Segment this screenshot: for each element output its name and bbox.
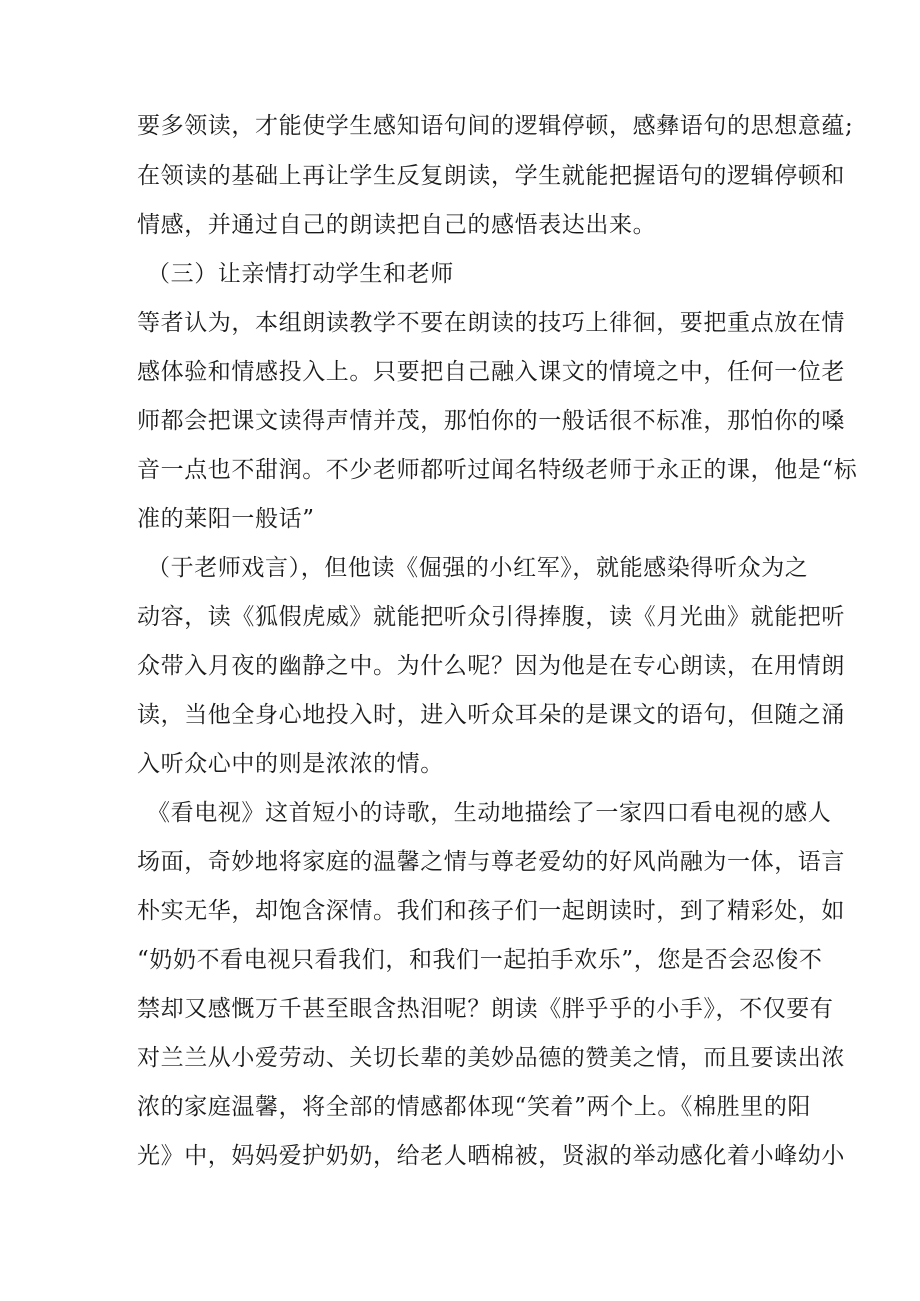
text-line: （于老师戏言），但他读《倔强的小红军》，就能感染得听众为之 <box>147 555 809 581</box>
text-line: 读，当他全身心地投入时，进入听众耳朵的是课文的语句，但随之涌 <box>137 702 845 728</box>
text-line: 情感，并通过自己的朗读把自己的感悟表达出来。 <box>137 212 657 238</box>
text-line: 师都会把课文读得声情并茂，那怕你的一般话很不标准，那怕你的嗓 <box>137 408 845 434</box>
text-line: 光》中，妈妈爱护奶奶，给老人晒棉被，贤淑的举动感化着小峰幼小 <box>137 1143 845 1169</box>
text-line: 众带入月夜的幽静之中。为什么呢？因为他是在专心朗读，在用情朗 <box>137 653 845 679</box>
text-line: 场面，奇妙地将家庭的温馨之情与尊老爱幼的好风尚融为一体，语言 <box>137 849 845 875</box>
text-line: 入听众心中的则是浓浓的情。 <box>137 751 444 777</box>
text-line: 准的莱阳一般话” <box>137 506 315 532</box>
text-line: 音一点也不甜润。不少老师都听过闻名特级老师于永正的课，他是“标 <box>137 457 858 483</box>
text-line: 朴实无华，却饱含深情。我们和孩子们一起朗读时，到了精彩处，如 <box>137 898 845 924</box>
text-line: 在领读的基础上再让学生反复朗读，学生就能把握语句的逻辑停顿和 <box>137 163 845 189</box>
text-line: “奶奶不看电视只看我们，和我们一起拍手欢乐”，您是否会忍俊不 <box>137 947 823 973</box>
text-line: 《看电视》这首短小的诗歌，生动地描绘了一家四口看电视的感人 <box>147 800 832 826</box>
text-line: 要多领读，才能使学生感知语句间的逻辑停顿，感彝语句的思想意蕴; <box>137 113 854 139</box>
section-heading: （三）让亲情打动学生和老师 <box>147 261 454 287</box>
text-line: 动容，读《狐假虎威》就能把听众引得捧腹，读《月光曲》就能把听 <box>137 604 845 630</box>
text-line: 浓的家庭温馨，将全部的情感都体现“笑着”两个上。《棉胜里的阳 <box>137 1094 812 1120</box>
text-line: 感体验和情感投入上。只要把自己融入课文的情境之中，任何一位老 <box>137 359 845 385</box>
text-line: 禁却又感慨万千甚至眼含热泪呢？朗读《胖乎乎的小手》，不仅要有 <box>137 996 834 1022</box>
text-line: 等者认为，本组朗读教学不要在朗读的技巧上徘徊，要把重点放在情 <box>137 310 845 336</box>
text-line: 对兰兰从小爱劳动、关切长辈的美妙品德的赞美之情，而且要读出浓 <box>137 1045 845 1071</box>
